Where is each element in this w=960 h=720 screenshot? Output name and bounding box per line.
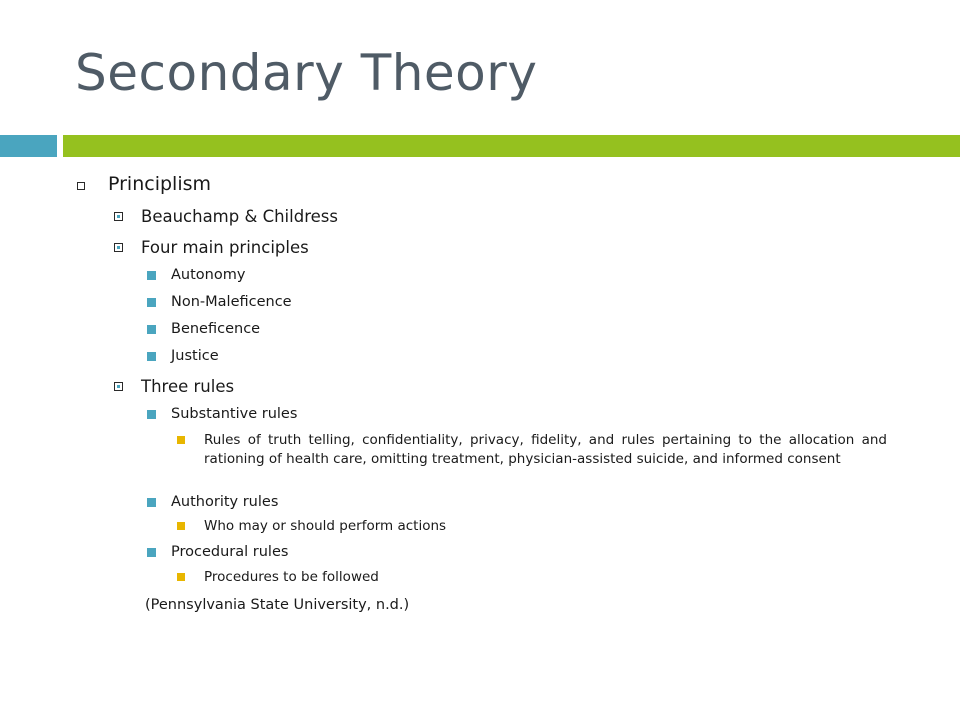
filled-square-bullet-icon [147, 548, 156, 557]
bullet-procedural-detail: Procedures to be followed [204, 569, 379, 585]
bullet-four-main-principles: Four main principles [141, 238, 309, 257]
filled-square-bullet-icon [147, 271, 156, 280]
hollow-square-bullet-icon [77, 182, 85, 190]
bullet-substantive-detail: Rules of truth telling, confidentiality, privacy, fidelity, and rules pertaining to the allocation and rationing of health care, omitting treatment, physician-assisted suicide, and informed consent [204, 432, 887, 467]
bullet-non-maleficence: Non-Maleficence [171, 294, 292, 310]
filled-square-bullet-icon [147, 498, 156, 507]
bullet-autonomy: Autonomy [171, 267, 246, 283]
square-bullet-icon [114, 212, 123, 221]
bullet-three-rules: Three rules [141, 377, 235, 396]
filled-square-bullet-icon [147, 325, 156, 334]
filled-square-bullet-icon [147, 410, 156, 419]
filled-square-bullet-icon [177, 573, 185, 581]
filled-square-bullet-icon [147, 298, 156, 307]
filled-square-bullet-icon [177, 522, 185, 530]
bullet-justice: Justice [171, 348, 219, 364]
bullet-beneficence: Beneficence [171, 321, 261, 337]
bullet-beauchamp-childress: Beauchamp & Childress [141, 207, 338, 226]
square-bullet-icon [114, 243, 123, 252]
bullet-authority-rules: Authority rules [171, 494, 279, 510]
bullet-substantive-rules: Substantive rules [171, 406, 298, 422]
bullet-authority-detail: Who may or should perform actions [204, 518, 447, 534]
slide-title: Secondary Theory [75, 44, 538, 102]
citation: (Pennsylvania State University, n.d.) [145, 597, 410, 613]
square-bullet-icon [114, 382, 123, 391]
bullet-principlism: Principlism [108, 173, 212, 195]
bullet-procedural-rules: Procedural rules [171, 544, 289, 560]
filled-square-bullet-icon [177, 436, 185, 444]
filled-square-bullet-icon [147, 352, 156, 361]
